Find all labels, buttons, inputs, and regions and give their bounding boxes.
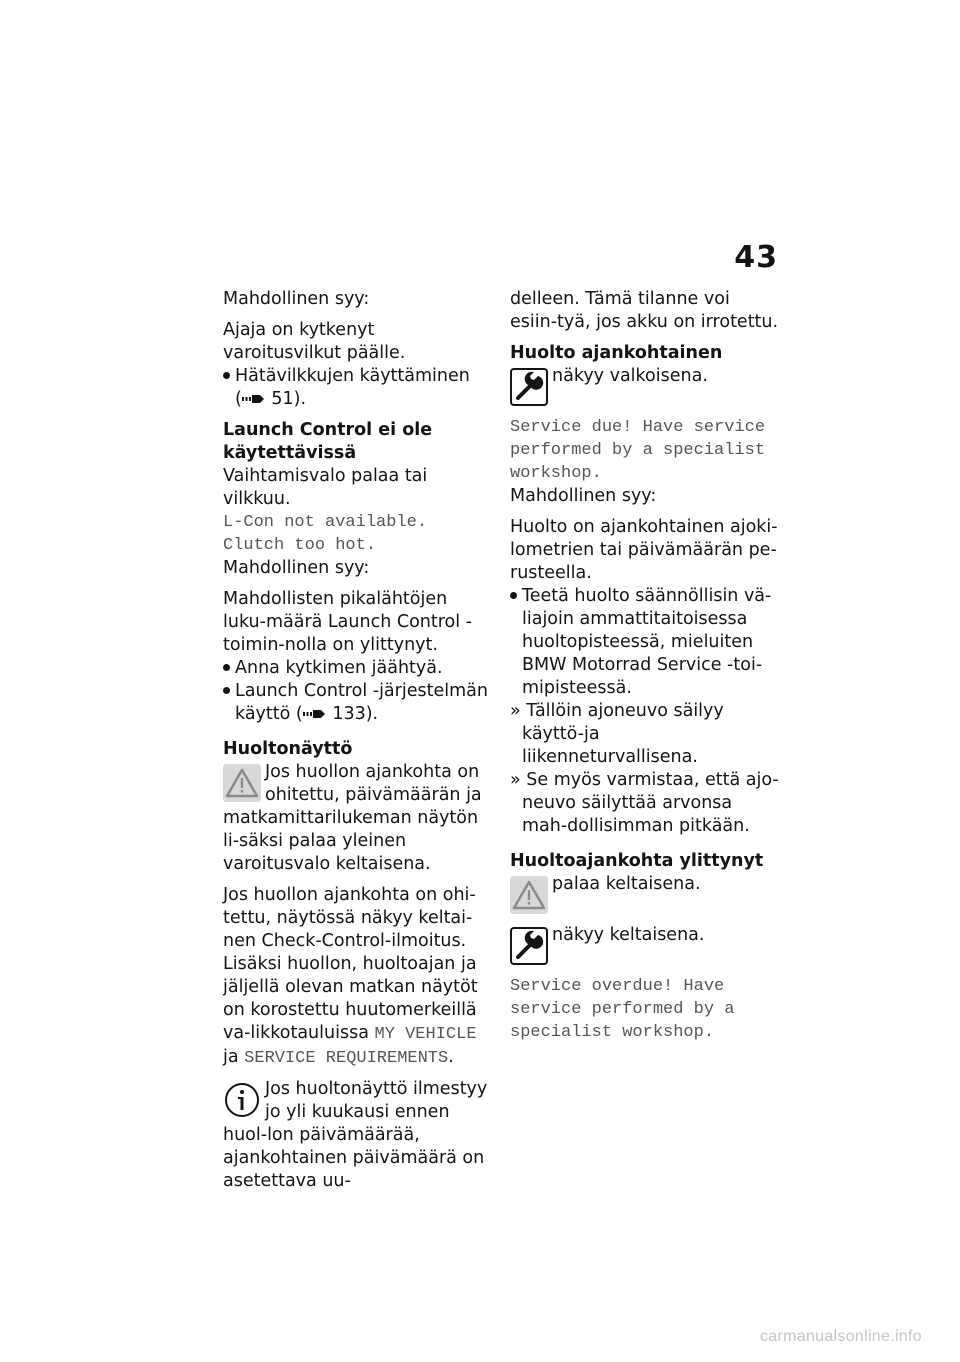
right-column (510, 288, 780, 1044)
launch-count-text: Mahdollisten pikalähtöjen luku-määrä Launch Control -toimin-nolla on ylittynyt. (223, 589, 472, 655)
watermark: carmanualsonline.info (760, 1328, 922, 1345)
info-block (223, 1078, 493, 1193)
overdue-wrench-block (510, 924, 780, 967)
bullet-dot (223, 664, 230, 671)
service-overdue-text: Jos huollon ajankohta on ohitettu, päivämäärän ja matkamittarilukeman näytön li-säksi palaa yleinen varoitusvalo keltaisena. (223, 762, 482, 874)
heading-service-display: Huoltonäyttö (223, 739, 353, 759)
shown-white-text: näkyy valkoisena. (552, 366, 708, 386)
bullet-launch-usage: Launch Control -järjestelmän käyttö ( 133). (223, 680, 493, 726)
bullet-dot (223, 372, 230, 379)
reference-arrow-icon[interactable] (303, 708, 327, 720)
left-column (223, 288, 493, 1193)
bullet-cool-clutch: Anna kytkimen jäähtyä. (223, 657, 493, 680)
reference-arrow-icon[interactable] (242, 393, 266, 405)
info-text: Jos huoltonäyttö ilmestyy jo yli kuukausi ennen huol-lon päivämäärää, ajankohtainen päivämäärä on asetettava uu- (223, 1079, 488, 1191)
wrench-icon (510, 368, 548, 406)
page-reference[interactable]: 133). (332, 704, 379, 724)
possible-cause-label: Mahdollinen syy: (223, 289, 370, 309)
message-lcon: L-Con not available. (223, 513, 428, 532)
hazard-lights-cause: Ajaja on kytkenyt varoitusvilkut päälle. (223, 320, 406, 363)
bullet-dot (510, 592, 517, 599)
shift-light-text: Vaihtamisvalo palaa tai vilkkuu. (223, 466, 428, 509)
service-due-cause: Huolto on ajankohtainen ajoki-lometrien tai päivämäärän pe-rusteella. (510, 517, 778, 583)
heading-launch-control: Launch Control ei ole käytettävissä (223, 420, 433, 463)
lights-yellow-text: palaa keltaisena. (552, 874, 701, 894)
overdue-warning-block (510, 873, 780, 916)
warning-triangle-icon (223, 764, 261, 802)
heading-service-overdue: Huoltoajankohta ylittynyt (510, 851, 764, 871)
page-number: 43 (734, 240, 778, 275)
result-item: » Se myös varmistaa, että ajo-neuvo säilyttää arvonsa mah-dollisimman pitkään. (510, 770, 779, 836)
continuation-text: delleen. Tämä tilanne voi esiin-tyä, jos akku on irrotettu. (510, 289, 779, 332)
warning-triangle-icon (510, 876, 548, 914)
wrench-icon (510, 927, 548, 965)
check-control-text: Jos huollon ajankohta on ohi-tettu, näytössä näkyy keltai-nen Check-Control-ilmoitus. Lisäksi huollon, huoltoajan ja jäljellä olevan matkan näytöt on korostettu huutomerkeillä va-likkotauluissa MY VEHICLE ja SERVICE REQUIREMENTS. (223, 885, 478, 1068)
result-item: » Tällöin ajoneuvo säilyy käyttö-ja liikenneturvallisena. (510, 701, 724, 767)
bullet-regular-service: Teetä huolto säännöllisin vä-liajoin ammattitaitoisessa huoltopisteessä, mieluiten BMW Motorrad Service -toi-mipisteessä. (510, 585, 780, 700)
service-warning-block (223, 761, 493, 876)
bullet-hazard-usage: Hätävilkkujen käyttäminen ( 51). (223, 365, 493, 411)
page-reference[interactable]: 51). (271, 389, 307, 409)
message-clutch-hot: Clutch too hot. (223, 536, 377, 555)
possible-cause-label: Mahdollinen syy: (510, 486, 657, 506)
message-service-due: Service due! Have service performed by a specialist workshop. (510, 418, 766, 483)
bullet-dot (223, 687, 230, 694)
menu-my-vehicle: MY VEHICLE (374, 1025, 477, 1044)
possible-cause-label: Mahdollinen syy: (223, 558, 370, 578)
shown-yellow-text: näkyy keltaisena. (552, 925, 705, 945)
message-service-overdue: Service overdue! Have service performed by a specialist workshop. (510, 977, 735, 1042)
menu-service-requirements: SERVICE REQUIREMENTS (244, 1049, 449, 1068)
service-due-block (510, 365, 780, 408)
info-icon (223, 1081, 261, 1119)
heading-service-due: Huolto ajankohtainen (510, 343, 723, 363)
